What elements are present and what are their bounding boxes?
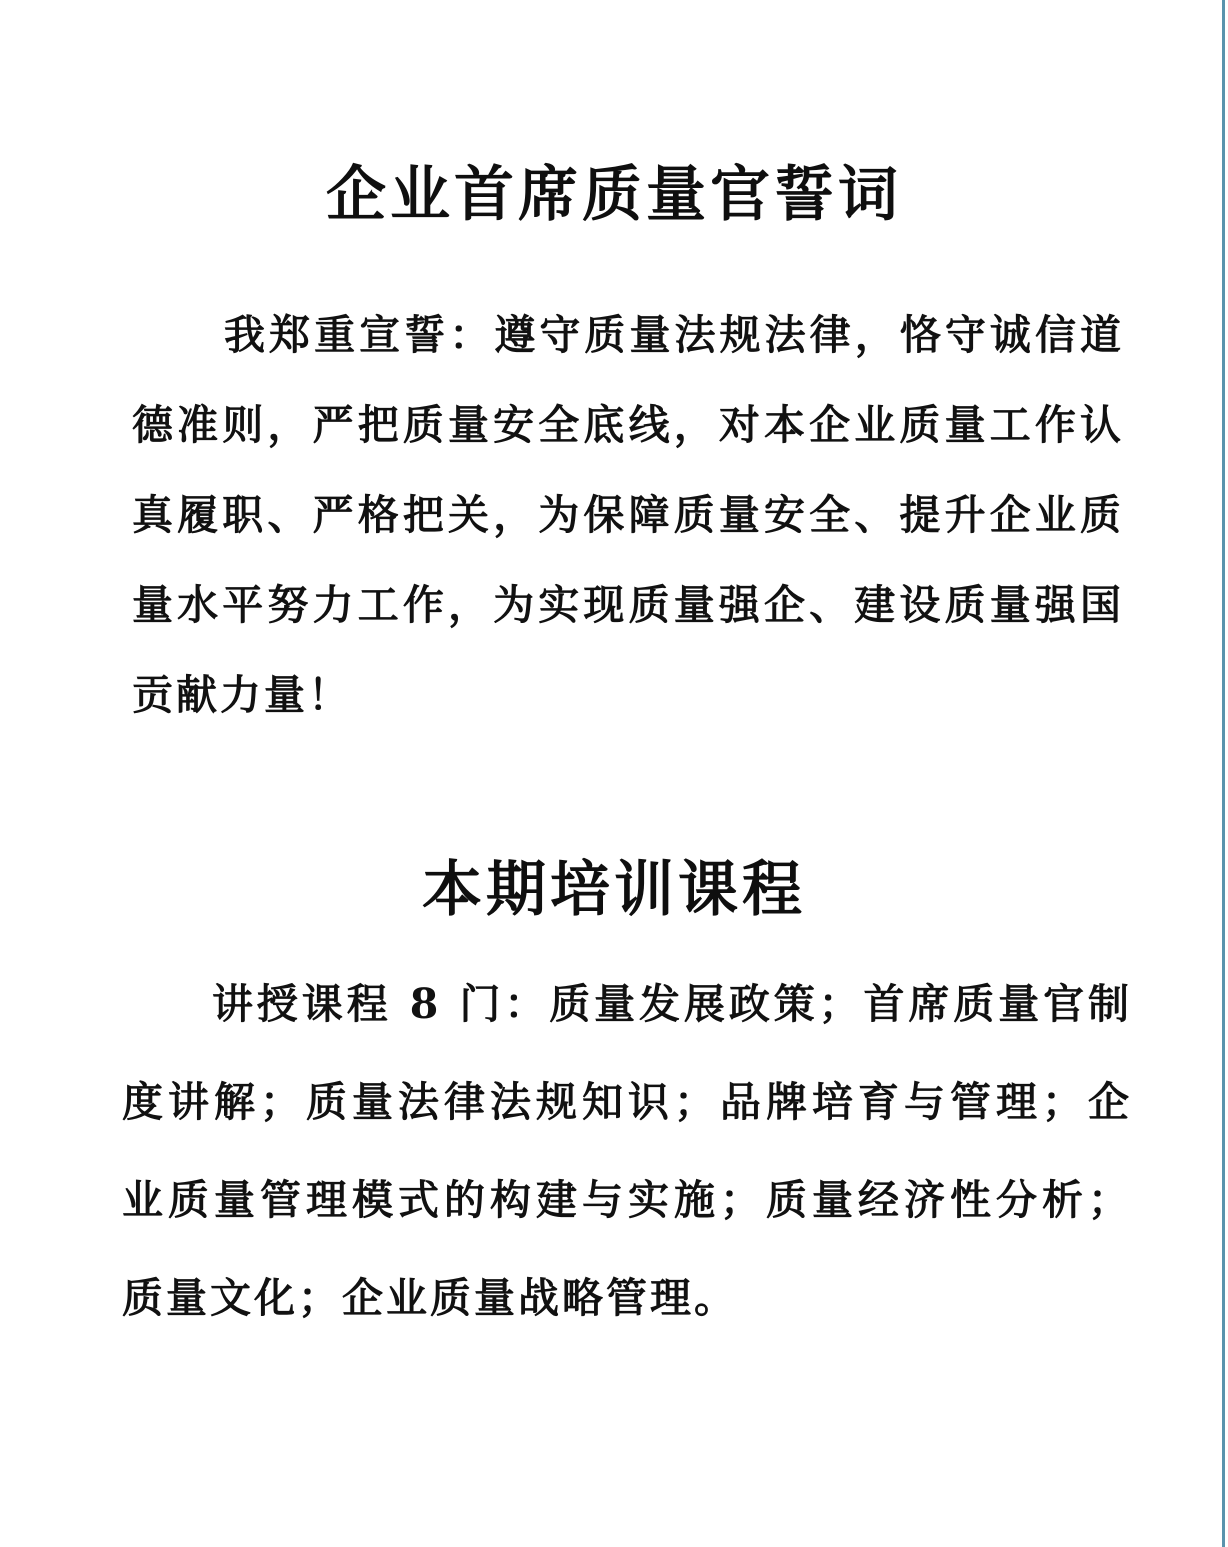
course-title: 本期培训课程: [422, 855, 806, 925]
oath-title: 企业首席质量官誓词: [326, 160, 902, 230]
page-edge-line: [1222, 0, 1225, 1547]
course-text: 讲授课程 8 门：质量发展政策；首席质量官制度讲解；质量法律法规知识；品牌培育与管理；企业质量管理模式的构建与实施；质量经济性分析；质量文化；企业质量战略管理。: [122, 980, 1132, 1322]
oath-text: 我郑重宣誓：遵守质量法规法律，恪守诚信道德准则，严把质量安全底线，对本企业质量工作认真履职、严格把关，为保障质量安全、提升企业质量水平努力工作，为实现质量强企、建设质量强国贡献力量！: [132, 311, 1124, 719]
